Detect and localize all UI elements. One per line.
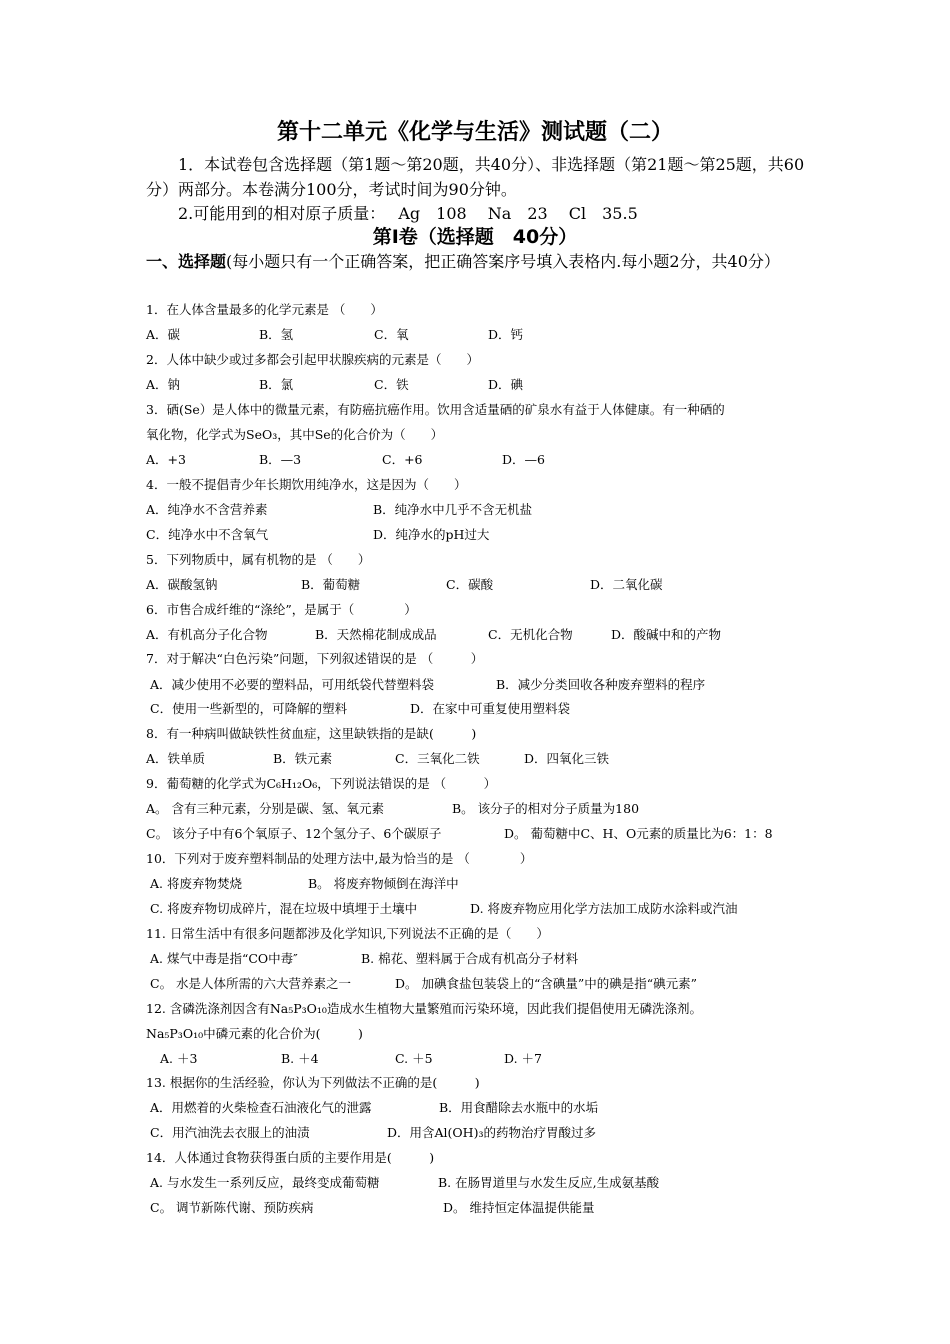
option: B．氯	[259, 377, 294, 392]
instruction-note-1: 1．本试卷包含选择题（第1题～第20题，共40分）、非选择题（第21题～第25题，共60分）两部分。本卷满分100分，考试时间为90分钟。	[146, 155, 805, 199]
option: C．三氧化二铁	[395, 751, 480, 766]
question-6-stem: 6．市售合成纤维的“涤纶”，是属于（ ）	[146, 602, 417, 617]
question-7-options-row-1	[146, 676, 836, 694]
option: D。 葡萄糖中C、H、O元素的质量比为6：1：8	[504, 826, 773, 841]
option: C．碳酸	[446, 577, 494, 592]
question-12-options	[146, 1050, 836, 1068]
option: B．氢	[259, 327, 294, 342]
question-3-stem-line-1: 3．硒(Se）是人体中的微量元素，有防癌抗癌作用。饮用含适量硒的矿泉水有益于人体健康。有一种硒的	[146, 402, 725, 417]
question-11-options-row-1	[146, 950, 836, 968]
option: D．碘	[488, 377, 524, 392]
question-9-options-row-2	[146, 825, 836, 843]
question-12-stem-line-2: Na₅P₃O₁₀中磷元素的化合价为( )	[146, 1026, 363, 1041]
option: D．在家中可重复使用塑料袋	[410, 701, 571, 716]
option: B．—3	[259, 452, 302, 467]
option: D．二氧化碳	[590, 577, 663, 592]
option: A．碳酸氢钠	[146, 577, 218, 592]
question-10-options-row-2	[146, 900, 836, 918]
option: B．天然棉花制成成品	[315, 627, 437, 642]
option: D。 加碘食盐包装袋上的“含碘量”中的碘是指“碘元素”	[395, 976, 698, 991]
option: A．铁单质	[146, 751, 206, 766]
option: B．铁元素	[273, 751, 333, 766]
question-7-options-row-2	[146, 700, 836, 718]
option: C．+6	[382, 452, 423, 467]
option: A．有机高分子化合物	[146, 627, 268, 642]
question-2-options	[146, 376, 836, 394]
question-8-options	[146, 750, 836, 768]
part-description: (每小题只有一个正确答案，把正确答案序号填入表格内.每小题2分，共40分）	[226, 252, 780, 271]
question-13-options-row-1	[146, 1099, 836, 1117]
option: A．碳	[146, 327, 181, 342]
option: A．用燃着的火柴检查石油液化气的泄露	[150, 1100, 372, 1115]
question-3-stem-line-2: 氧化物，化学式为SeO₃，其中Se的化合价为（ ）	[146, 427, 444, 442]
question-13-options-row-2	[146, 1124, 836, 1142]
option: C。 水是人体所需的六大营养素之一	[150, 976, 352, 991]
question-7-stem: 7．对于解决“白色污染”问题，下列叙述错误的是 （ ）	[146, 651, 484, 666]
option: B. 在肠胃道里与水发生反应,生成氨基酸	[438, 1175, 660, 1190]
question-8-stem: 8．有一种病叫做缺铁性贫血症，这里缺铁指的是缺( )	[146, 726, 477, 741]
question-10-options-row-1	[146, 875, 836, 893]
question-11-options-row-2	[146, 975, 836, 993]
question-9-stem: 9．葡萄糖的化学式为C₆H₁₂O₆，下列说法错误的是 （ ）	[146, 776, 497, 791]
page-title: 第十二单元《化学与生活》测试题（二）	[276, 120, 673, 145]
option: C．用汽油洗去衣服上的油渍	[150, 1125, 310, 1140]
option: D．钙	[488, 327, 524, 342]
option: D．纯净水的pH过大	[373, 527, 490, 542]
option: B. ＋4	[281, 1051, 319, 1066]
option: A．钠	[146, 377, 181, 392]
option: B．减少分类回收各种废弃塑料的程序	[496, 677, 706, 692]
question-1-options	[146, 326, 836, 344]
option: D. ＋7	[504, 1051, 542, 1066]
option: A. 将废弃物焚烧	[150, 876, 242, 891]
question-14-stem: 14．人体通过食物获得蛋白质的主要作用是( )	[146, 1150, 435, 1165]
part-label: 一、选择题	[146, 252, 227, 271]
option: A. 与水发生一系列反应，最终变成葡萄糖	[150, 1175, 380, 1190]
question-4-options-row-1	[146, 501, 836, 519]
question-12-stem-line-1: 12. 含磷洗涤剂因含有Na₅P₃O₁₀造成水生植物大量繁殖而污染环境，因此我们提倡使用无磷洗涤剂。	[146, 1001, 702, 1016]
section-title: 第Ⅰ卷（选择题 40分）	[372, 226, 578, 248]
question-3-options	[146, 451, 836, 469]
option: A．+3	[146, 452, 186, 467]
question-4-stem: 4．一般不提倡青少年长期饮用纯净水，这是因为（ ）	[146, 477, 467, 492]
part-heading	[146, 250, 826, 274]
question-5-options	[146, 576, 836, 594]
option: B．葡萄糖	[301, 577, 361, 592]
question-5-stem: 5．下列物质中，属有机物的是 （ ）	[146, 552, 371, 567]
question-11-stem: 11. 日常生活中有很多问题都涉及化学知识,下列说法不正确的是（ ）	[146, 926, 549, 941]
question-4-options-row-2	[146, 526, 836, 544]
option: A. ＋3	[160, 1051, 198, 1066]
option: B．纯净水中几乎不含无机盐	[373, 502, 533, 517]
option: C．使用一些新型的，可降解的塑料	[150, 701, 348, 716]
question-1-stem: 1．在人体含量最多的化学元素是 （ ）	[146, 302, 383, 317]
option: A。 含有三种元素，分别是碳、氢、氧元素	[146, 801, 385, 816]
option: D。 维持恒定体温提供能量	[443, 1200, 595, 1215]
option: B．用食醋除去水瓶中的水垢	[439, 1100, 599, 1115]
question-14-options-row-1	[146, 1174, 836, 1192]
option: D．四氧化三铁	[524, 751, 610, 766]
option: D．用含Al(OH)₃的药物治疗胃酸过多	[387, 1125, 596, 1140]
option: C．氧	[374, 327, 409, 342]
option: C．无机化合物	[488, 627, 573, 642]
question-10-stem: 10．下列对于废弃塑料制品的处理方法中,最为恰当的是 （ ）	[146, 851, 533, 866]
question-6-options	[146, 626, 836, 644]
question-9-options-row-1	[146, 800, 836, 818]
option: A. 煤气中毒是指“CO中毒″	[150, 951, 298, 966]
option: C。 该分子中有6个氧原子、12个氢分子、6个碳原子	[146, 826, 442, 841]
option: D．—6	[502, 452, 545, 467]
option: C. ＋5	[395, 1051, 433, 1066]
option: B。 将废弃物倾倒在海洋中	[308, 876, 459, 891]
option: C. 将废弃物切成碎片，混在垃圾中填埋于土壤中	[150, 901, 418, 916]
option: C．纯净水中不含氧气	[146, 527, 269, 542]
option: B。 该分子的相对分子质量为180	[452, 801, 640, 816]
instruction-note-2: 2.可能用到的相对原子质量： Ag 108 Na 23 Cl 35.5	[178, 204, 638, 223]
option: D. 将废弃物应用化学方法加工成防水涂料或汽油	[470, 901, 738, 916]
option: A．减少使用不必要的塑料品，可用纸袋代替塑料袋	[150, 677, 435, 692]
option: C。 调节新陈代谢、预防疾病	[150, 1200, 314, 1215]
question-13-stem: 13. 根据你的生活经验，你认为下列做法不正确的是( )	[146, 1075, 480, 1090]
option: A．纯净水不含营养素	[146, 502, 268, 517]
question-14-options-row-2	[146, 1199, 836, 1217]
option: D．酸碱中和的产物	[611, 627, 722, 642]
option: C．铁	[374, 377, 409, 392]
question-2-stem: 2．人体中缺少或过多都会引起甲状腺疾病的元素是（ ）	[146, 352, 479, 367]
option: B. 棉花、塑料属于合成有机高分子材料	[361, 951, 579, 966]
